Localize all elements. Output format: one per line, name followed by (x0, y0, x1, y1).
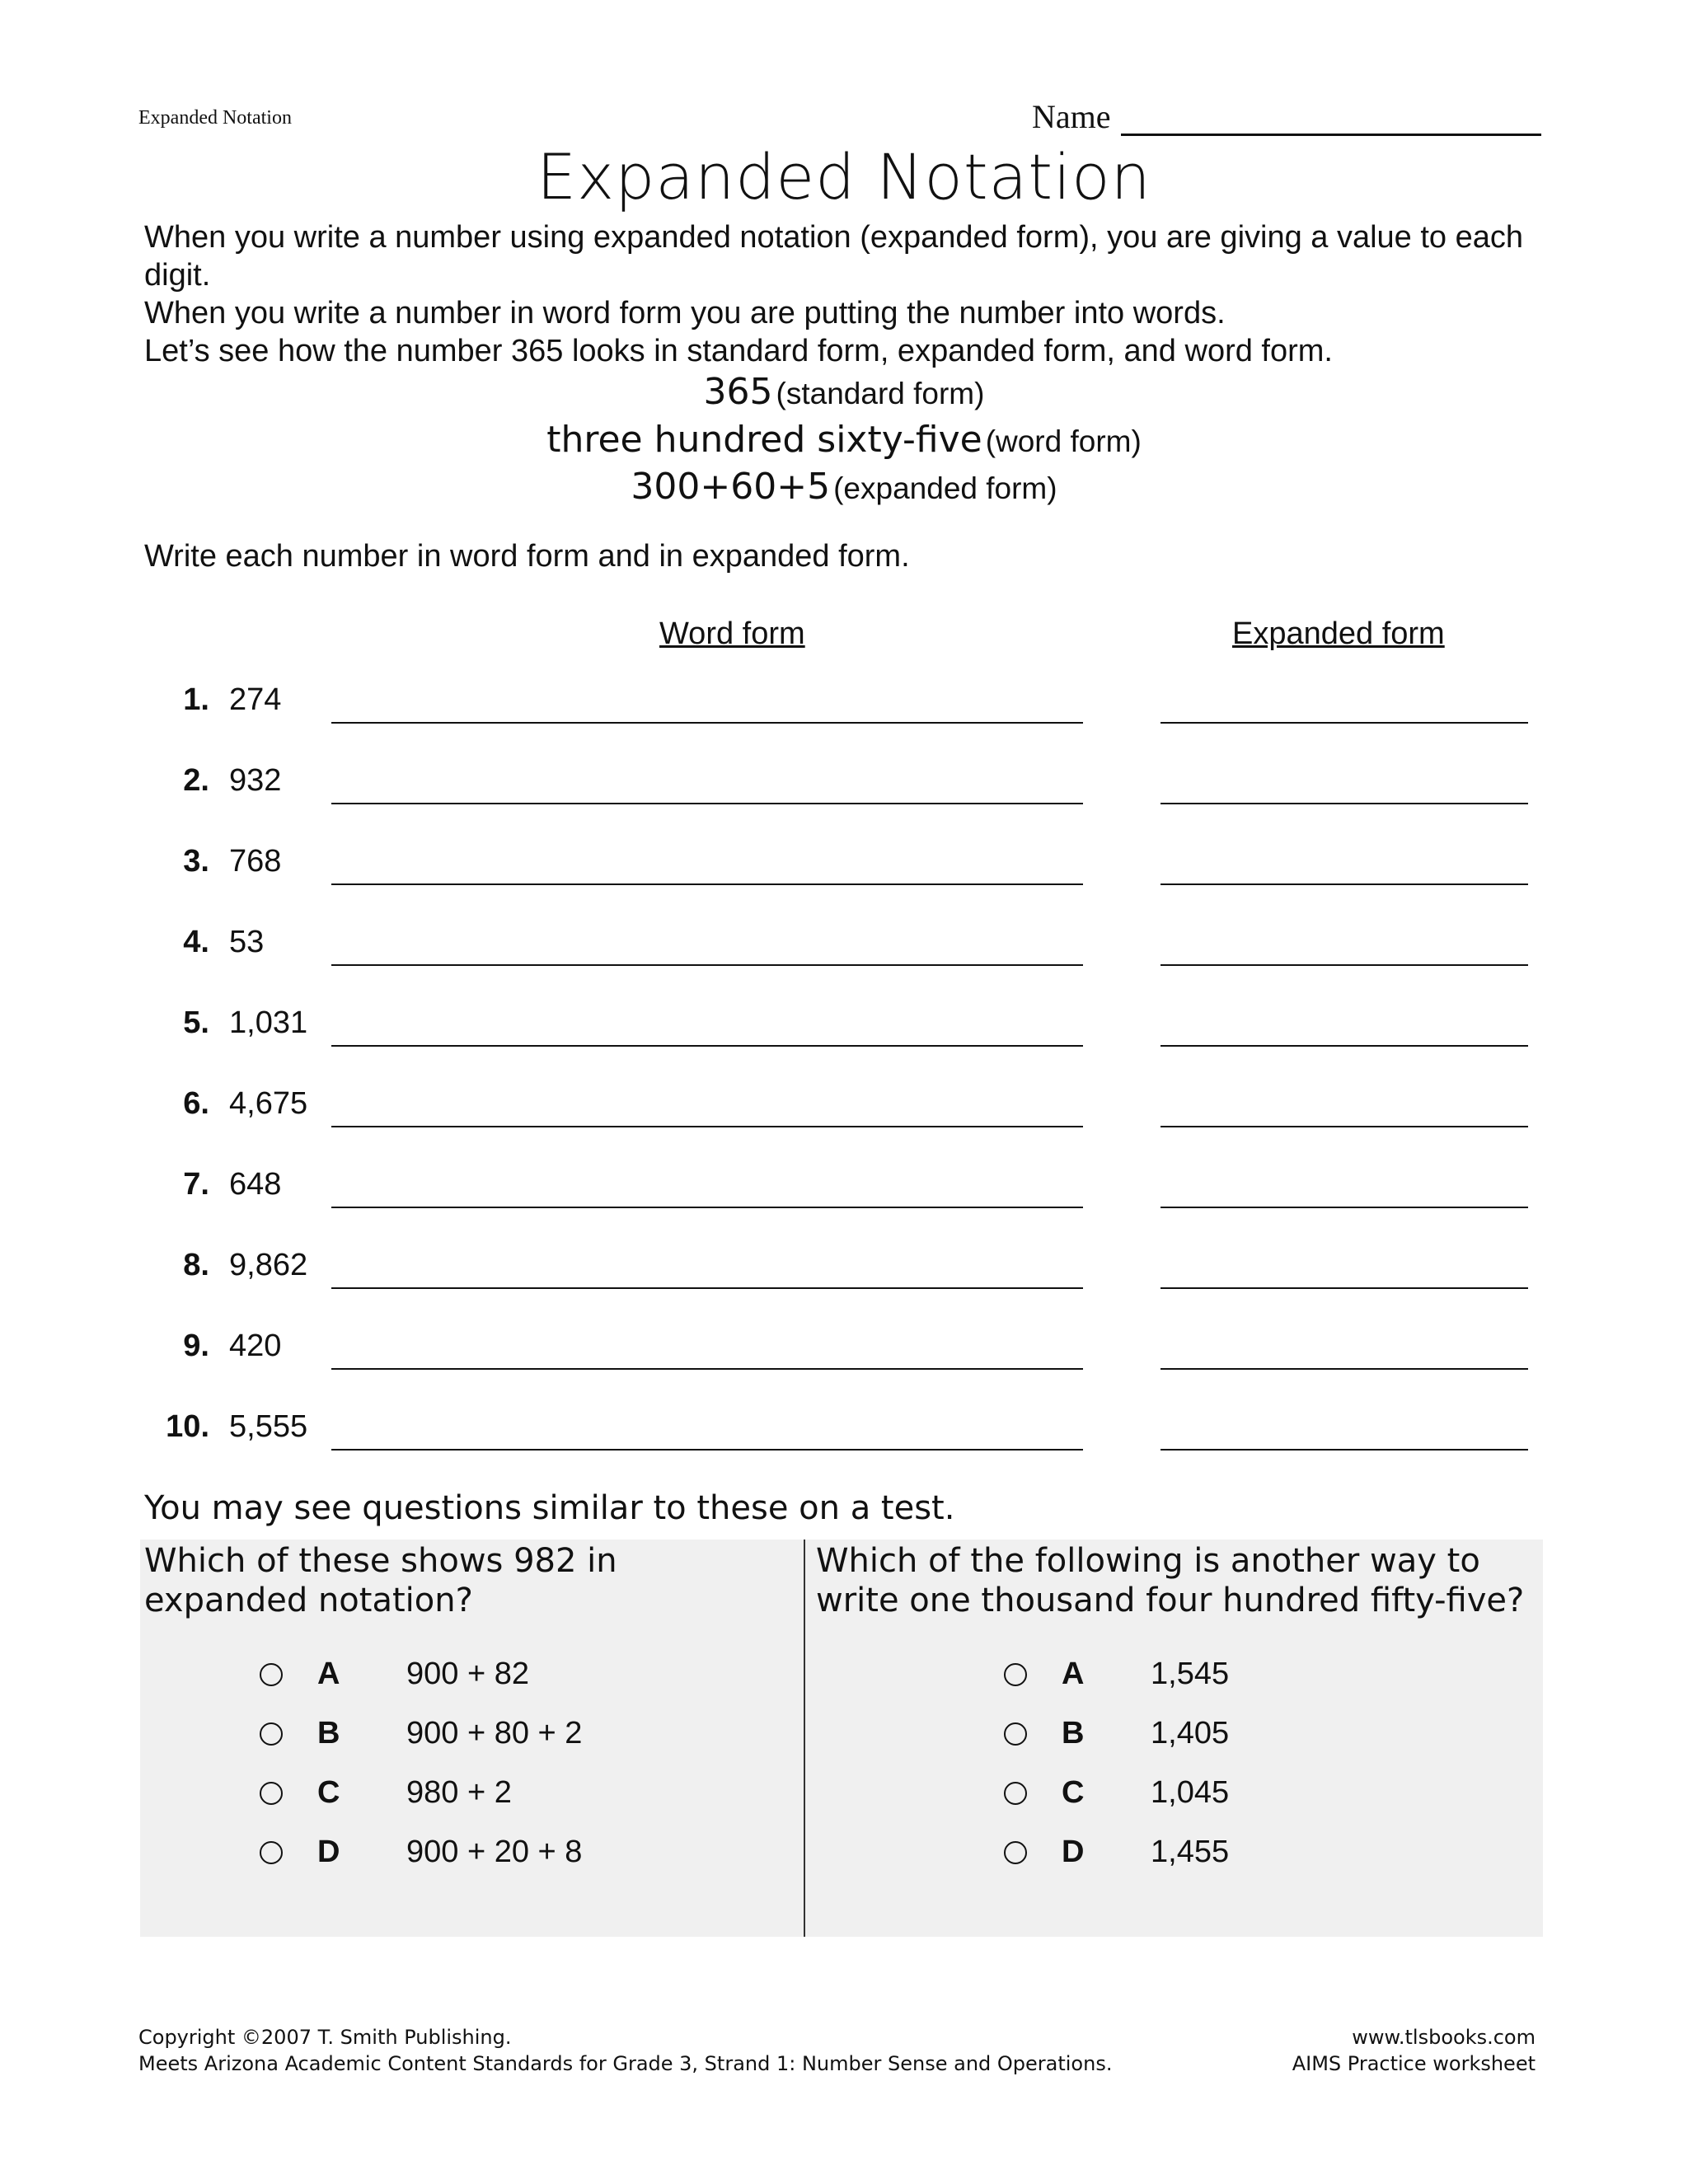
option-letter: D (1062, 1835, 1085, 1869)
expanded-form-answer-line[interactable] (1160, 1287, 1528, 1289)
word-form-answer-line[interactable] (331, 1045, 1083, 1047)
problem-row (0, 1086, 1688, 1136)
word-form-answer-line[interactable] (331, 722, 1083, 724)
header-label: Expanded Notation (138, 107, 292, 129)
radio-circle-icon[interactable] (1004, 1722, 1027, 1746)
problem-value: 1,031 (229, 1005, 308, 1040)
problem-row (0, 1329, 1688, 1378)
problem-number: 7. (183, 1167, 209, 1202)
expanded-form-answer-line[interactable] (1160, 1045, 1528, 1047)
problem-number: 6. (183, 1086, 209, 1121)
expanded-form-answer-line[interactable] (1160, 1368, 1528, 1370)
radio-circle-icon[interactable] (260, 1722, 283, 1746)
example-form-label: (word form) (985, 424, 1142, 458)
option-letter: A (1062, 1657, 1085, 1691)
option-letter: D (317, 1835, 340, 1869)
problem-number: 9. (183, 1329, 209, 1363)
footer-standards: Meets Arizona Academic Content Standards for Grade 3, Strand 1: Number Sense and Operations. (138, 2052, 1113, 2075)
expanded-form-answer-line[interactable] (1160, 964, 1528, 966)
expanded-form-answer-line[interactable] (1160, 722, 1528, 724)
q1-option-b[interactable] (260, 1716, 754, 1765)
option-text: 900 + 20 + 8 (406, 1835, 583, 1869)
problem-value: 768 (229, 844, 282, 879)
problem-row (0, 1409, 1688, 1459)
example-standard-form (0, 371, 1688, 413)
radio-circle-icon[interactable] (260, 1782, 283, 1805)
word-form-answer-line[interactable] (331, 1287, 1083, 1289)
instructions: Write each number in word form and in expanded form. (144, 539, 910, 574)
q1-option-c[interactable] (260, 1775, 754, 1825)
expanded-form-answer-line[interactable] (1160, 1449, 1528, 1451)
column-header-word-form: Word form (659, 616, 805, 651)
example-form-label: (standard form) (776, 377, 985, 410)
example-word-form (0, 419, 1688, 461)
problem-number: 8. (183, 1248, 209, 1282)
problem-value: 53 (229, 925, 265, 959)
q2-option-c[interactable] (1004, 1775, 1498, 1825)
footer-worksheet-label: AIMS Practice worksheet (1292, 2052, 1536, 2075)
problem-value: 932 (229, 763, 282, 798)
example-expanded-form (0, 466, 1688, 508)
q1-option-a[interactable] (260, 1657, 754, 1706)
name-block (1032, 97, 1541, 136)
option-text: 1,405 (1151, 1716, 1230, 1750)
word-form-answer-line[interactable] (331, 1368, 1083, 1370)
option-letter: C (1062, 1775, 1085, 1810)
radio-circle-icon[interactable] (1004, 1782, 1027, 1805)
q2-option-b[interactable] (1004, 1716, 1498, 1765)
option-letter: C (317, 1775, 340, 1810)
problem-number: 5. (183, 1005, 209, 1040)
footer-website[interactable]: www.tlsbooks.com (1352, 2026, 1536, 2049)
word-form-answer-line[interactable] (331, 1126, 1083, 1127)
word-form-answer-line[interactable] (331, 1449, 1083, 1451)
problem-row (0, 682, 1688, 732)
word-form-answer-line[interactable] (331, 1207, 1083, 1208)
problem-value: 9,862 (229, 1248, 308, 1282)
problem-row (0, 925, 1688, 974)
intro-paragraph-1: When you write a number using expanded notation (expanded form), you are giving a value to each digit. (144, 220, 1524, 293)
expanded-form-answer-line[interactable] (1160, 803, 1528, 804)
radio-circle-icon[interactable] (260, 1663, 283, 1686)
radio-circle-icon[interactable] (260, 1841, 283, 1864)
test-intro: You may see questions similar to these on a test. (144, 1489, 955, 1527)
footer-copyright: Copyright ©2007 T. Smith Publishing. (138, 2026, 512, 2049)
option-text: 980 + 2 (406, 1775, 512, 1810)
problem-value: 5,555 (229, 1409, 308, 1444)
question-1-text: Which of these shows 982 in expanded notation? (144, 1542, 617, 1619)
q2-option-a[interactable] (1004, 1657, 1498, 1706)
name-label: Name (1032, 98, 1111, 135)
column-header-expanded-form: Expanded form (1232, 616, 1445, 651)
example-form-label: (expanded form) (833, 471, 1057, 505)
option-text: 900 + 82 (406, 1657, 529, 1691)
problem-number: 10. (166, 1409, 209, 1444)
problem-number: 1. (183, 682, 209, 717)
option-text: 1,455 (1151, 1835, 1230, 1869)
problem-row (0, 1248, 1688, 1297)
problem-row (0, 1167, 1688, 1216)
name-field[interactable] (1121, 101, 1541, 136)
problem-value: 4,675 (229, 1086, 308, 1121)
option-text: 900 + 80 + 2 (406, 1716, 583, 1750)
q2-option-d[interactable] (1004, 1835, 1498, 1884)
problem-row (0, 844, 1688, 893)
problem-number: 3. (183, 844, 209, 879)
problem-row (0, 763, 1688, 813)
option-letter: A (317, 1657, 340, 1691)
q1-option-d[interactable] (260, 1835, 754, 1884)
option-text: 1,545 (1151, 1657, 1230, 1691)
problem-value: 420 (229, 1329, 282, 1363)
page-title: Expanded Notation (537, 140, 1151, 213)
intro-paragraph-2: When you write a number in word form you are putting the number into words. (144, 296, 1226, 330)
expanded-form-answer-line[interactable] (1160, 883, 1528, 885)
expanded-form-answer-line[interactable] (1160, 1207, 1528, 1208)
expanded-form-answer-line[interactable] (1160, 1126, 1528, 1127)
problem-value: 648 (229, 1167, 282, 1202)
question-divider (804, 1540, 805, 1937)
problem-value: 274 (229, 682, 282, 717)
intro-paragraph-3: Let’s see how the number 365 looks in standard form, expanded form, and word form. (144, 334, 1333, 368)
problem-number: 2. (183, 763, 209, 798)
example-value: 365 (703, 371, 773, 413)
word-form-answer-line[interactable] (331, 883, 1083, 885)
question-2-text: Which of the following is another way to write one thousand four hundred fifty-five? (816, 1542, 1525, 1619)
word-form-answer-line[interactable] (331, 964, 1083, 966)
radio-circle-icon[interactable] (1004, 1663, 1027, 1686)
example-value: 300+60+5 (631, 466, 831, 508)
radio-circle-icon[interactable] (1004, 1841, 1027, 1864)
problem-row (0, 1005, 1688, 1055)
problem-number: 4. (183, 925, 209, 959)
option-letter: B (1062, 1716, 1085, 1750)
word-form-answer-line[interactable] (331, 803, 1083, 804)
option-letter: B (317, 1716, 340, 1750)
option-text: 1,045 (1151, 1775, 1230, 1810)
example-value: three hundred sixty-five (546, 419, 982, 461)
